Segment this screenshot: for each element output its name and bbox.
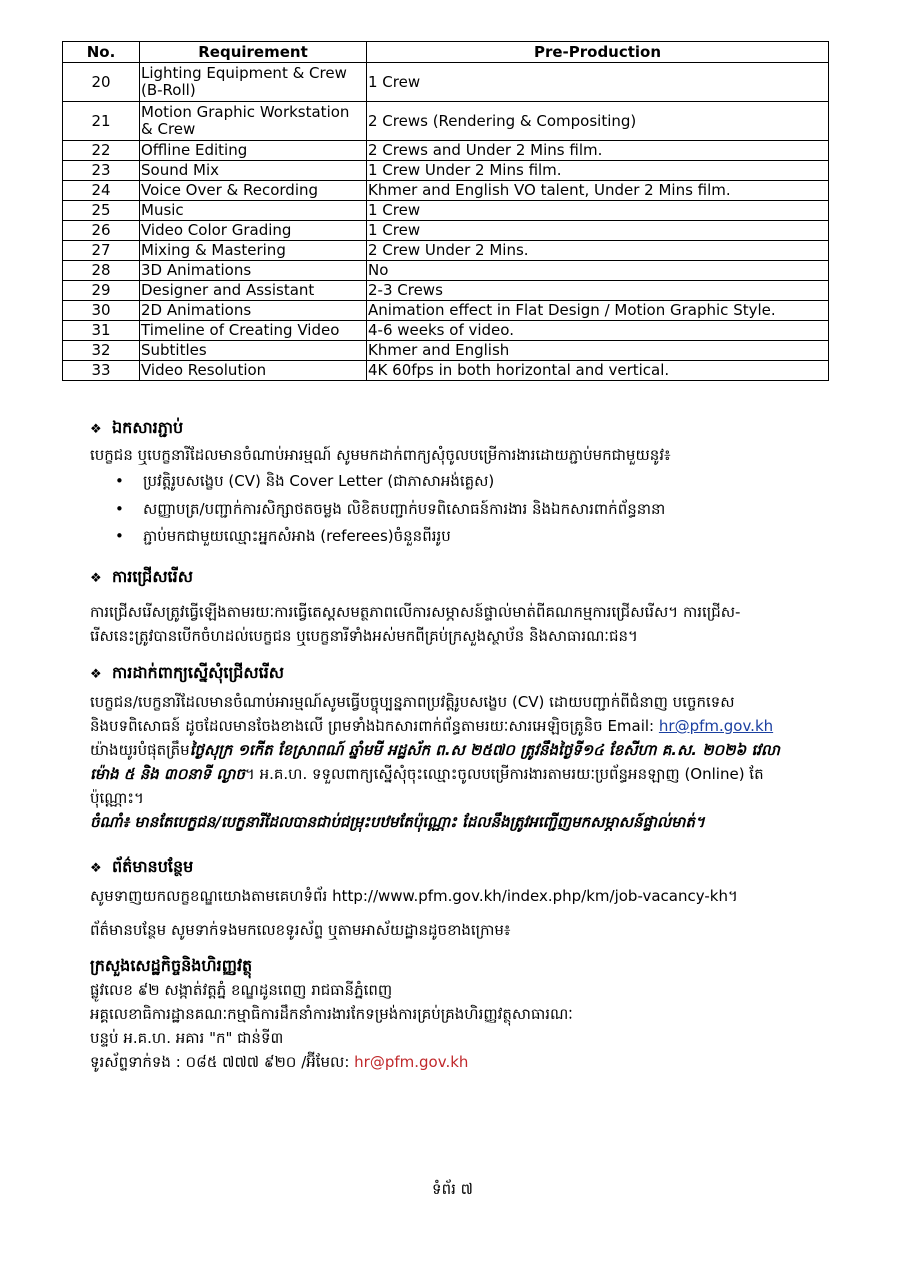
header-requirement: Requirement	[140, 42, 367, 63]
table-row	[63, 141, 829, 161]
attachments-item: • សញ្ញាបត្រ/បញ្ជាក់ការសិក្សាថតចម្លង លិខិតបញ្ជាក់បទពិសោធន៍ការងារ និងឯកសារពាក់ព័ន្ធនានា	[115, 500, 666, 518]
application-note: ចំណាំ៖ មានតែបេក្ខជន/បេក្ខនារីដែលបានជាប់ជម្រុះបឋមតែប៉ុណ្ណោះ ដែលនឹងត្រូវអញ្ជើញមកសម្ភាសន៍ផ្ទាល់មាត់។	[90, 813, 705, 831]
contact-org: ក្រសួងសេដ្ឋកិច្ចនិងហិរញ្ញវត្ថុ	[90, 956, 253, 975]
deadline-text: ថ្ងៃសុក្រ ១កើត ខែស្រាពណ៍ ឆ្នាំមមី អដ្ឋស័ក ព.ស ២៥៧០ ត្រូវនឹងថ្ងៃទី១៤ ខែសីហា គ.ស. ២០២៦ វេលា	[189, 741, 780, 759]
cell-pre-production: Khmer and English VO talent, Under 2 Mins film.	[367, 181, 829, 201]
cell-no: 29	[63, 281, 140, 301]
cell-requirement: Video Color Grading	[140, 221, 367, 241]
cell-no: 24	[63, 181, 140, 201]
info-line-2: ព័ត៌មានបន្ថែម សូមទាក់ទងមកលេខទូរស័ព្ទ ឬតាមអាស័យដ្ឋានដូចខាងក្រោម៖	[90, 921, 511, 939]
table-header-row	[63, 42, 829, 63]
attachments-item: • ប្រវត្តិរូបសង្ខេប (CV) និង Cover Letter (ជាភាសាអង់គ្លេស)	[115, 472, 495, 490]
table-row	[63, 201, 829, 221]
cell-pre-production: 2 Crews and Under 2 Mins film.	[367, 141, 829, 161]
header-pre-production: Pre-Production	[367, 42, 829, 63]
diamond-bullet-icon: ❖	[90, 667, 102, 682]
cell-pre-production: 2-3 Crews	[367, 281, 829, 301]
cell-pre-production: 2 Crew Under 2 Mins.	[367, 241, 829, 261]
cell-requirement: Lighting Equipment & Crew (B-Roll)	[140, 63, 367, 102]
cell-pre-production: 1 Crew	[367, 63, 829, 102]
attachments-heading: ❖ ឯកសារភ្ជាប់	[90, 418, 184, 437]
cell-requirement: Timeline of Creating Video	[140, 321, 367, 341]
diamond-bullet-icon: ❖	[90, 422, 102, 437]
cell-no: 23	[63, 161, 140, 181]
info-heading: ❖ ព័ត៌មានបន្ថែម	[90, 857, 194, 876]
table-row	[63, 181, 829, 201]
application-heading: ❖ ការដាក់ពាក្យស្នើសុំជ្រើសរើស	[90, 663, 285, 682]
cell-requirement: Sound Mix	[140, 161, 367, 181]
contact-phone: ទូរស័ព្ទទាក់ទង : ០៨៥ ៧៧៧ ៩២០ /អ៊ីមែល:	[90, 1053, 350, 1071]
cell-pre-production: 4K 60fps in both horizontal and vertical.	[367, 361, 829, 381]
cell-pre-production: Khmer and English	[367, 341, 829, 361]
contact-address: ផ្លូវលេខ ៩២ សង្កាត់វត្តភ្នំ ខណ្ឌដូនពេញ រាជធានីភ្នំពេញ	[90, 981, 393, 999]
selection-heading: ❖ ការជ្រើសរើស	[90, 567, 193, 586]
cell-no: 32	[63, 341, 140, 361]
table-row	[63, 241, 829, 261]
info-line-1: សូមទាញយកលក្ខខណ្ឌយោងតាមគេហទំព័រ http://www.pfm.gov.kh/index.php/km/job-vacancy-kh។	[90, 887, 738, 905]
cell-pre-production: 4-6 weeks of video.	[367, 321, 829, 341]
cell-no: 33	[63, 361, 140, 381]
contact-block	[90, 954, 860, 1074]
cell-no: 22	[63, 141, 140, 161]
cell-no: 25	[63, 201, 140, 221]
table-row	[63, 102, 829, 141]
table-row	[63, 261, 829, 281]
table-row	[63, 161, 829, 181]
cell-requirement: Music	[140, 201, 367, 221]
contact-email-link[interactable]: hr@pfm.gov.kh	[354, 1053, 469, 1071]
requirements-table	[62, 41, 829, 381]
contact-room: បន្ទប់ អ.គ.ហ. អគារ "ក" ជាន់ទី៣	[90, 1029, 284, 1047]
table-row	[63, 361, 829, 381]
cell-pre-production: 1 Crew Under 2 Mins film.	[367, 161, 829, 181]
attachments-intro: បេក្ខជន ឬបេក្ខនារីដែលមានចំណាប់អារម្មណ៍ សូមមកដាក់ពាក្យសុំចូលបម្រើការងារដោយភ្ជាប់មកជាមួយនូវ៖	[90, 446, 671, 464]
cell-requirement: Mixing & Mastering	[140, 241, 367, 261]
cell-pre-production: 1 Crew	[367, 221, 829, 241]
page-number: ទំព័រ ៧	[432, 1180, 473, 1198]
attachments-item: • ភ្ជាប់មកជាមួយឈ្មោះអ្នកសំអាង (referees)ចំនួនពីររូប	[115, 527, 451, 545]
diamond-bullet-icon: ❖	[90, 861, 102, 876]
cell-pre-production: No	[367, 261, 829, 281]
cell-requirement: Video Resolution	[140, 361, 367, 381]
table-row	[63, 63, 829, 102]
cell-pre-production: Animation effect in Flat Design / Motion Graphic Style.	[367, 301, 829, 321]
cell-pre-production: 2 Crews (Rendering & Compositing)	[367, 102, 829, 141]
table-row	[63, 301, 829, 321]
cell-requirement: Motion Graphic Workstation & Crew	[140, 102, 367, 141]
header-no: No.	[63, 42, 140, 63]
application-text: បេក្ខជន/បេក្ខនារីដែលមានចំណាប់អារម្មណ៍សូមធ្វើបច្ចុប្បន្នភាពប្រវត្តិរូបសង្ខេប (CV) ដោយបញ្ជាក់ពីជំនាញ បច្ចេកទេស និងបទពិសោធន៍ ដូចដែលមានចែងខាងលើ ព្រមទាំងឯកសារពាក់ព័ន្ធតាមរយៈសារអេឡិចត្រូនិច Email: hr@pfm.gov.kh យ៉ាងយូរបំផុតត្រឹមថ្ងៃសុក្រ ១កើត ខែស្រាពណ៍ ឆ្នាំមមី អដ្ឋស័ក ព.ស ២៥៧០ ត្រូវនឹងថ្ងៃទី១៤ ខែសីហា គ.ស. ២០២៦ វេលា ម៉ោង ៥ និង ៣០នាទី ល្ងាច។ អ.គ.ហ. ទទួលពាក្យស្នើសុំចុះឈ្មោះចូលបម្រើការងារតាមរយៈប្រព័ន្ធអនឡាញ (Online) តែ ប៉ុណ្ណោះ។ ចំណាំ៖ មានតែបេក្ខជន/បេក្ខនារីដែលបានជាប់ជម្រុះបឋមតែប៉ុណ្ណោះ ដែលនឹងត្រូវអញ្ជើញមកសម្ភាសន៍ផ្ទាល់មាត់។	[90, 690, 860, 834]
selection-text: ការជ្រើសរើសត្រូវធ្វើឡើងតាមរយៈការធ្វើតេស្តសមត្ថភាពលើការសម្ភាសន៍ផ្ទាល់មាត់ពីគណកម្មការជ្រើសរើស។ ការជ្រើស- រើសនេះត្រូវបានបើកចំហដល់បេក្ខជន ឬបេក្ខនារីទាំងអស់មកពីគ្រប់ក្រសួងស្ថាប័ន និងសាធារណៈជន។	[90, 603, 741, 645]
cell-no: 28	[63, 261, 140, 281]
cell-no: 27	[63, 241, 140, 261]
table-row	[63, 321, 829, 341]
cell-no: 30	[63, 301, 140, 321]
cell-requirement: Voice Over & Recording	[140, 181, 367, 201]
cell-requirement: Designer and Assistant	[140, 281, 367, 301]
cell-no: 31	[63, 321, 140, 341]
cell-pre-production: 1 Crew	[367, 201, 829, 221]
table-row	[63, 341, 829, 361]
cell-requirement: 2D Animations	[140, 301, 367, 321]
cell-requirement: 3D Animations	[140, 261, 367, 281]
table-row	[63, 281, 829, 301]
cell-no: 26	[63, 221, 140, 241]
application-email-link[interactable]: hr@pfm.gov.kh	[658, 717, 774, 735]
cell-requirement: Subtitles	[140, 341, 367, 361]
cell-no: 20	[63, 63, 140, 102]
cell-no: 21	[63, 102, 140, 141]
cell-requirement: Offline Editing	[140, 141, 367, 161]
contact-dept: អគ្គលេខាធិការដ្ឋានគណៈកម្មាធិការដឹកនាំការងារកែទម្រង់ការគ្រប់គ្រងហិរញ្ញវត្ថុសាធារណៈ	[90, 1005, 573, 1023]
table-row	[63, 221, 829, 241]
diamond-bullet-icon: ❖	[90, 571, 102, 586]
